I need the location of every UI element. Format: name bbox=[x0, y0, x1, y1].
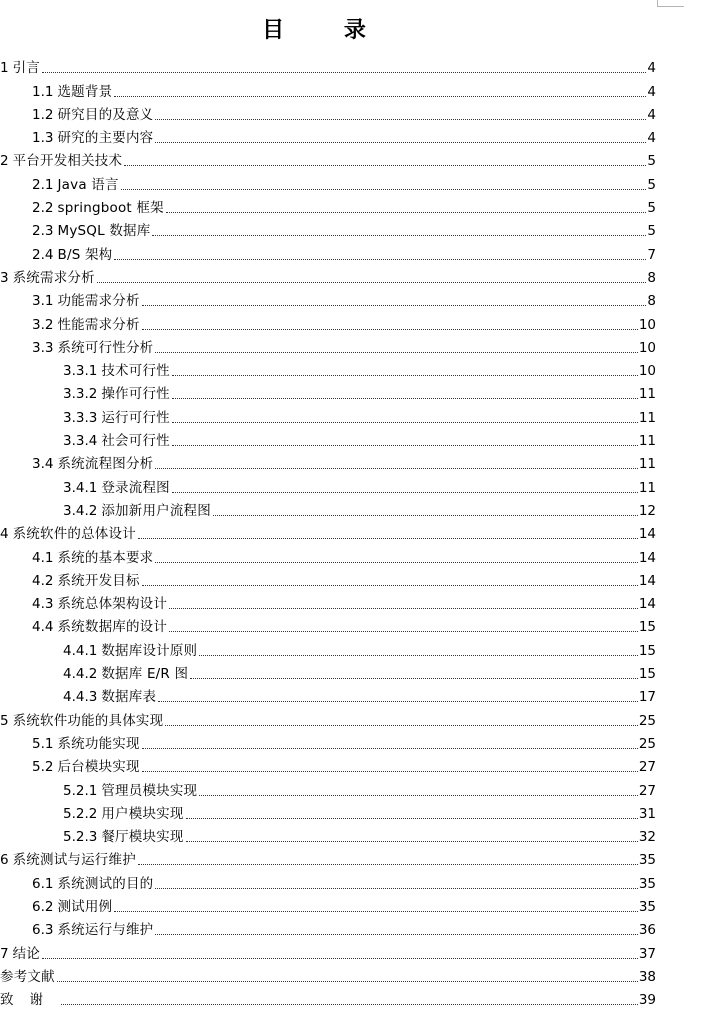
toc-entry-page-number: 5 bbox=[647, 223, 656, 240]
toc-entry-page-number: 11 bbox=[638, 409, 656, 426]
toc-entry-title: 数据库表 bbox=[101, 689, 157, 706]
dot-leader bbox=[97, 282, 647, 283]
toc-entry-title: 社会可行性 bbox=[101, 433, 170, 450]
dot-leader bbox=[142, 585, 638, 586]
toc-entry-number: 3.4 bbox=[32, 456, 54, 473]
table-of-contents bbox=[0, 54, 656, 1009]
toc-entry[interactable] bbox=[0, 380, 656, 403]
dot-leader bbox=[199, 795, 638, 796]
dot-leader bbox=[138, 864, 638, 865]
toc-entry-number: 4.4.2 bbox=[63, 666, 98, 683]
toc-entry-number: 4.4.1 bbox=[63, 642, 98, 659]
toc-entry-title: 系统软件功能的具体实现 bbox=[12, 712, 164, 729]
toc-entry[interactable] bbox=[0, 683, 656, 706]
toc-entry-title: 系统开发目标 bbox=[57, 572, 140, 589]
toc-entry[interactable] bbox=[0, 660, 656, 683]
toc-entry[interactable] bbox=[0, 287, 656, 310]
toc-entry-number: 2.4 bbox=[32, 246, 54, 263]
toc-entry-page-number: 25 bbox=[638, 712, 656, 729]
toc-entry-page-number: 5 bbox=[647, 200, 656, 217]
toc-entry-number: 3.2 bbox=[32, 316, 54, 333]
toc-entry-number: 1.3 bbox=[32, 130, 54, 147]
toc-entry-number: 4.1 bbox=[32, 549, 54, 566]
dot-leader bbox=[155, 352, 637, 353]
toc-entry[interactable] bbox=[0, 473, 656, 496]
page-corner-mark bbox=[657, 0, 684, 7]
toc-entry-number: 3.4.1 bbox=[63, 479, 98, 496]
toc-entry[interactable] bbox=[0, 730, 656, 753]
page-title: 目 录 bbox=[262, 18, 392, 43]
toc-entry-title: springboot 框架 bbox=[57, 200, 164, 217]
toc-entry-number: 5.2.1 bbox=[63, 782, 98, 799]
toc-entry-number: 2.1 bbox=[32, 176, 54, 193]
toc-entry-title: 选题背景 bbox=[57, 83, 113, 100]
toc-entry-number: 4.4 bbox=[32, 619, 54, 636]
dot-leader bbox=[124, 165, 646, 166]
toc-entry[interactable] bbox=[0, 54, 656, 77]
dot-leader bbox=[42, 72, 646, 73]
toc-entry[interactable] bbox=[0, 567, 656, 590]
toc-entry-title: 系统总体架构设计 bbox=[57, 596, 168, 613]
toc-entry-title: 系统可行性分析 bbox=[57, 339, 154, 356]
toc-entry[interactable] bbox=[0, 194, 656, 217]
toc-entry-title: 系统功能实现 bbox=[57, 735, 140, 752]
toc-entry-title: 登录流程图 bbox=[101, 479, 170, 496]
toc-entry[interactable] bbox=[0, 636, 656, 659]
dot-leader bbox=[42, 958, 638, 959]
toc-entry[interactable] bbox=[0, 310, 656, 333]
toc-entry[interactable] bbox=[0, 543, 656, 566]
toc-entry-page-number: 25 bbox=[638, 735, 656, 752]
toc-entry-page-number: 15 bbox=[638, 666, 656, 683]
dot-leader bbox=[172, 445, 638, 446]
toc-entry[interactable] bbox=[0, 403, 656, 426]
toc-entry-page-number: 7 bbox=[647, 246, 656, 263]
toc-entry-title: 系统软件的总体设计 bbox=[12, 526, 136, 543]
toc-entry-page-number: 8 bbox=[647, 269, 656, 286]
dot-leader bbox=[152, 235, 646, 236]
toc-entry-title: 用户模块实现 bbox=[101, 805, 184, 822]
toc-entry[interactable] bbox=[0, 427, 656, 450]
toc-entry-page-number: 31 bbox=[638, 805, 656, 822]
toc-entry-number: 4 bbox=[0, 526, 9, 543]
toc-entry-number: 7 bbox=[0, 945, 9, 962]
toc-entry-title: Java 语言 bbox=[57, 176, 119, 193]
toc-entry-page-number: 12 bbox=[638, 502, 656, 519]
toc-entry-number: 3.3.2 bbox=[63, 386, 98, 403]
dot-leader bbox=[138, 538, 638, 539]
toc-entry-page-number: 4 bbox=[647, 60, 656, 77]
toc-entry[interactable] bbox=[0, 590, 656, 613]
dot-leader bbox=[213, 515, 638, 516]
toc-entry-page-number: 15 bbox=[638, 619, 656, 636]
toc-entry-title: 数据库 E/R 图 bbox=[101, 666, 189, 683]
dot-leader bbox=[114, 96, 646, 97]
toc-entry[interactable] bbox=[0, 240, 656, 263]
toc-entry-title: 测试用例 bbox=[57, 898, 113, 915]
toc-entry[interactable] bbox=[0, 869, 656, 892]
toc-entry[interactable] bbox=[0, 170, 656, 193]
toc-entry[interactable] bbox=[0, 357, 656, 380]
toc-entry-number: 3.3 bbox=[32, 339, 54, 356]
toc-entry-page-number: 10 bbox=[638, 363, 656, 380]
dot-leader bbox=[172, 398, 638, 399]
toc-entry[interactable] bbox=[0, 613, 656, 636]
dot-leader bbox=[155, 888, 637, 889]
toc-entry-number: 4.2 bbox=[32, 572, 54, 589]
toc-entry-page-number: 15 bbox=[638, 642, 656, 659]
dot-leader bbox=[172, 375, 638, 376]
dot-leader bbox=[172, 422, 638, 423]
toc-entry-title: 性能需求分析 bbox=[57, 316, 140, 333]
toc-entry-title: B/S 架构 bbox=[57, 246, 113, 263]
toc-entry[interactable] bbox=[0, 800, 656, 823]
toc-entry-number: 5.2.2 bbox=[63, 805, 98, 822]
dot-leader bbox=[155, 468, 637, 469]
toc-entry-page-number: 5 bbox=[647, 153, 656, 170]
toc-entry-title: 系统的基本要求 bbox=[57, 549, 154, 566]
toc-entry-title: 研究的主要内容 bbox=[57, 130, 154, 147]
toc-entry-page-number: 11 bbox=[638, 479, 656, 496]
toc-entry-title: 系统流程图分析 bbox=[57, 456, 154, 473]
toc-entry-page-number: 14 bbox=[638, 596, 656, 613]
toc-entry-page-number: 10 bbox=[638, 339, 656, 356]
toc-entry-number: 3.3.1 bbox=[63, 363, 98, 380]
toc-entry[interactable] bbox=[0, 846, 656, 869]
dot-leader bbox=[155, 934, 637, 935]
toc-entry-page-number: 27 bbox=[638, 759, 656, 776]
dot-leader bbox=[155, 142, 646, 143]
dot-leader bbox=[61, 1004, 638, 1005]
toc-entry[interactable] bbox=[0, 753, 656, 776]
toc-entry-number: 1.1 bbox=[32, 83, 54, 100]
toc-entry-number: 4.3 bbox=[32, 596, 54, 613]
toc-entry[interactable] bbox=[0, 776, 656, 799]
toc-entry[interactable] bbox=[0, 334, 656, 357]
dot-leader bbox=[114, 259, 646, 260]
toc-entry-title: 功能需求分析 bbox=[57, 293, 140, 310]
toc-entry-title: 操作可行性 bbox=[101, 386, 170, 403]
toc-entry-page-number: 5 bbox=[647, 176, 656, 193]
dot-leader bbox=[142, 329, 638, 330]
dot-leader bbox=[155, 562, 637, 563]
toc-entry[interactable] bbox=[0, 706, 656, 729]
toc-entry-page-number: 14 bbox=[638, 526, 656, 543]
toc-entry-page-number: 4 bbox=[647, 83, 656, 100]
toc-entry-number: 6.1 bbox=[32, 875, 54, 892]
toc-entry-page-number: 4 bbox=[647, 130, 656, 147]
toc-entry-page-number: 14 bbox=[638, 549, 656, 566]
dot-leader bbox=[172, 492, 638, 493]
toc-entry-number: 5.1 bbox=[32, 735, 54, 752]
toc-entry-title: 平台开发相关技术 bbox=[12, 153, 123, 170]
toc-entry-page-number: 17 bbox=[638, 689, 656, 706]
toc-entry[interactable] bbox=[0, 497, 656, 520]
dot-leader bbox=[166, 212, 647, 213]
toc-entry-number: 5.2 bbox=[32, 759, 54, 776]
dot-leader bbox=[142, 305, 647, 306]
dot-leader bbox=[169, 631, 638, 632]
toc-entry[interactable] bbox=[0, 217, 656, 240]
toc-entry-number: 1.2 bbox=[32, 106, 54, 123]
dot-leader bbox=[186, 818, 638, 819]
toc-entry[interactable] bbox=[0, 520, 656, 543]
toc-entry-number: 3.3.4 bbox=[63, 433, 98, 450]
toc-entry[interactable] bbox=[0, 124, 656, 147]
toc-entry-number: 5 bbox=[0, 712, 9, 729]
toc-entry[interactable] bbox=[0, 963, 656, 986]
toc-entry-number: 2.2 bbox=[32, 200, 54, 217]
toc-entry-page-number: 8 bbox=[647, 293, 656, 310]
toc-entry-number: 6.2 bbox=[32, 898, 54, 915]
toc-entry-page-number: 10 bbox=[638, 316, 656, 333]
toc-entry-number: 3.4.2 bbox=[63, 502, 98, 519]
toc-entry-title: MySQL 数据库 bbox=[57, 223, 151, 240]
toc-entry[interactable] bbox=[0, 450, 656, 473]
toc-entry[interactable] bbox=[0, 986, 656, 1009]
toc-entry-page-number: 32 bbox=[638, 829, 656, 846]
toc-entry[interactable] bbox=[0, 939, 656, 962]
toc-entry-title: 系统测试与运行维护 bbox=[12, 852, 136, 869]
toc-entry-number: 2.3 bbox=[32, 223, 54, 240]
toc-entry[interactable] bbox=[0, 77, 656, 100]
toc-entry-page-number: 38 bbox=[638, 968, 656, 985]
toc-entry-number: 4.4.3 bbox=[63, 689, 98, 706]
toc-entry-title: 致谢 bbox=[0, 992, 59, 1009]
dot-leader bbox=[114, 911, 638, 912]
toc-entry-title: 参考文献 bbox=[0, 968, 55, 985]
toc-entry-page-number: 35 bbox=[638, 852, 656, 869]
toc-entry-number: 5.2.3 bbox=[63, 829, 98, 846]
toc-entry-title: 数据库设计原则 bbox=[101, 642, 198, 659]
dot-leader bbox=[142, 748, 638, 749]
toc-entry[interactable] bbox=[0, 823, 656, 846]
dot-leader bbox=[190, 678, 638, 679]
toc-entry-page-number: 27 bbox=[638, 782, 656, 799]
toc-entry-title: 研究目的及意义 bbox=[57, 106, 154, 123]
toc-entry-title: 运行可行性 bbox=[101, 409, 170, 426]
toc-entry-number: 1 bbox=[0, 60, 9, 77]
dot-leader bbox=[169, 608, 638, 609]
dot-leader bbox=[142, 771, 638, 772]
toc-entry-page-number: 4 bbox=[647, 106, 656, 123]
toc-entry-page-number: 35 bbox=[638, 875, 656, 892]
toc-entry-number: 3.3.3 bbox=[63, 409, 98, 426]
dot-leader bbox=[199, 655, 638, 656]
toc-entry-number: 6.3 bbox=[32, 922, 54, 939]
toc-entry-number: 2 bbox=[0, 153, 9, 170]
toc-entry-title: 餐厅模块实现 bbox=[101, 829, 184, 846]
dot-leader bbox=[121, 189, 647, 190]
toc-entry-page-number: 14 bbox=[638, 572, 656, 589]
toc-entry-title: 添加新用户流程图 bbox=[101, 502, 211, 519]
toc-entry-title: 系统测试的目的 bbox=[57, 875, 154, 892]
toc-entry-page-number: 11 bbox=[638, 456, 656, 473]
toc-entry-title: 结论 bbox=[12, 945, 40, 962]
toc-entry-title: 系统运行与维护 bbox=[57, 922, 154, 939]
toc-entry-number: 3 bbox=[0, 269, 9, 286]
dot-leader bbox=[186, 841, 638, 842]
toc-entry-page-number: 11 bbox=[638, 386, 656, 403]
toc-entry-title: 引言 bbox=[12, 60, 40, 77]
toc-entry-number: 3.1 bbox=[32, 293, 54, 310]
toc-entry-title: 系统数据库的设计 bbox=[57, 619, 168, 636]
toc-entry[interactable] bbox=[0, 101, 656, 124]
dot-leader bbox=[165, 725, 638, 726]
toc-entry-page-number: 37 bbox=[638, 945, 656, 962]
toc-entry-page-number: 39 bbox=[638, 992, 656, 1009]
toc-entry-page-number: 36 bbox=[638, 922, 656, 939]
toc-entry-title: 系统需求分析 bbox=[12, 269, 95, 286]
toc-entry[interactable] bbox=[0, 264, 656, 287]
toc-entry[interactable] bbox=[0, 147, 656, 170]
dot-leader bbox=[57, 981, 638, 982]
toc-entry-page-number: 35 bbox=[638, 898, 656, 915]
toc-entry-title: 技术可行性 bbox=[101, 363, 170, 380]
toc-entry-title: 管理员模块实现 bbox=[101, 782, 198, 799]
toc-entry[interactable] bbox=[0, 916, 656, 939]
dot-leader bbox=[155, 119, 646, 120]
toc-entry-title: 后台模块实现 bbox=[57, 759, 140, 776]
toc-entry[interactable] bbox=[0, 893, 656, 916]
toc-entry-number: 6 bbox=[0, 852, 9, 869]
dot-leader bbox=[158, 701, 638, 702]
toc-entry-page-number: 11 bbox=[638, 433, 656, 450]
